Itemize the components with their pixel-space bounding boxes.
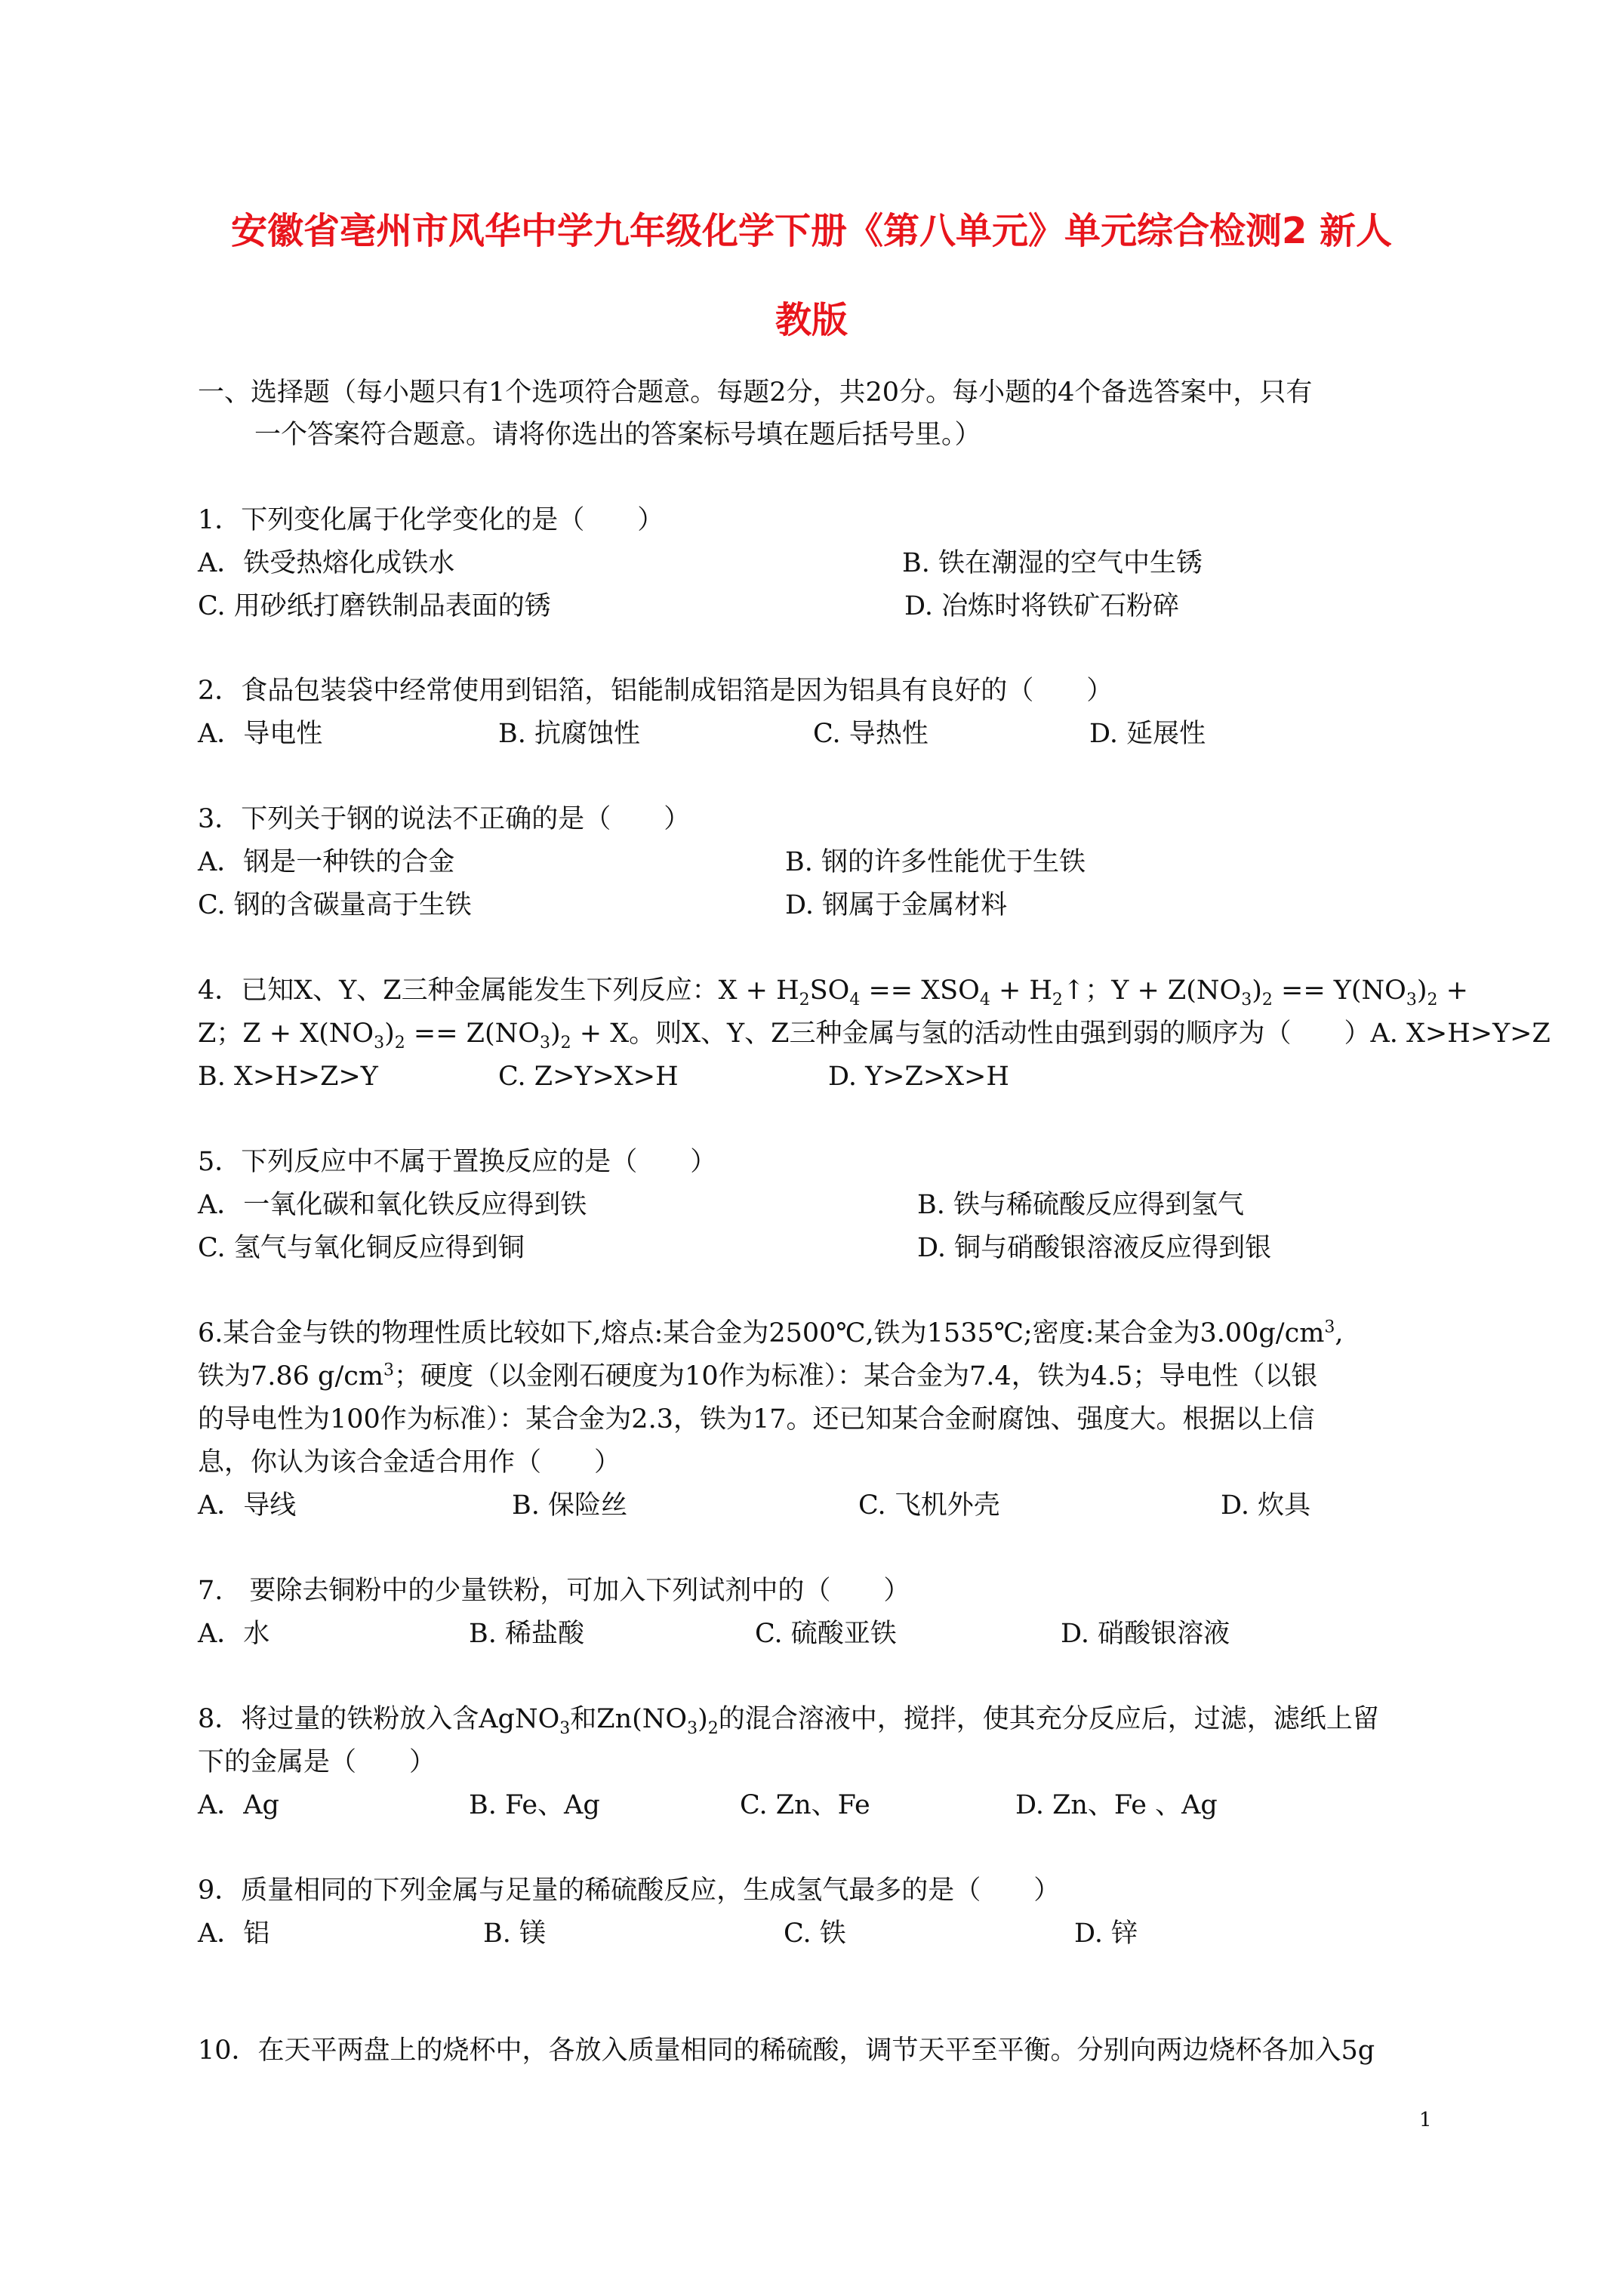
page-number: 1 (1419, 2109, 1432, 2131)
q3-option-c: C. 钢的含碳量高于生铁 (198, 890, 472, 920)
q6-option-b: B. 保险丝 (512, 1490, 627, 1521)
document-title-line1: 安徽省亳州市风华中学九年级化学下册《第八单元》单元综合检测2 新人 (230, 210, 1393, 252)
q1-option-d: D. 冶炼时将铁矿石粉碎 (904, 591, 1180, 621)
q2-stem: 2．食品包装袋中经常使用到铝箔，铝能制成铝箔是因为铝具有良好的（ ） (198, 676, 1113, 706)
q5-stem: 5．下列反应中不属于置换反应的是（ ） (198, 1147, 717, 1177)
q1-stem: 1．下列变化属于化学变化的是（ ） (198, 505, 664, 535)
q6-stem-line4: 息，你认为该合金适合用作（ ） (198, 1447, 621, 1478)
section-heading: 一、选择题（每小题只有1个选项符合题意。每题2分，共20分。每小题的4个备选答案中，只有 (198, 378, 1313, 408)
q4-option-c: C. Z>Y>X>H (498, 1062, 679, 1092)
q2-option-c: C. 导热性 (813, 719, 929, 749)
q6-stem-line3: 的导电性为100作为标准）：某合金为2.3，铁为17。还已知某合金耐腐蚀、强度大。根据以上信 (198, 1404, 1315, 1435)
q8-option-c: C. Zn、Fe (740, 1790, 870, 1820)
q4-option-d: D. Y>Z>X>H (828, 1062, 1009, 1092)
q8-stem-line2: 下的金属是（ ） (198, 1747, 436, 1777)
q7-option-b: B. 稀盐酸 (469, 1619, 584, 1649)
q6-option-d: D. 炊具 (1221, 1490, 1311, 1521)
q8-stem-line1: 8．将过量的铁粉放入含AgNO$_3$和$Zn(NO_3)_2$的混合溶液中，搅拌，使其充分反应后，过滤，滤纸上留 (198, 1704, 1379, 1738)
q7-option-c: C. 硫酸亚铁 (755, 1619, 897, 1649)
q4-stem-line1: 4．已知X、Y、Z三种金属能发生下列反应：$X + H_2SO_4 == XSO_4$ + $H_2↑$；$Y + Z(NO_3)_2 == Y(NO_3)_2$ + (198, 975, 1468, 1009)
q9-option-d: D. 锌 (1074, 1918, 1138, 1949)
q3-option-b: B. 钢的许多性能优于生铁 (785, 847, 1086, 877)
q8-option-d: D. Zn、Fe 、Ag (1015, 1790, 1218, 1820)
q6-stem-line1: 6.某合金与铁的物理性质比较如下,熔点:某合金为2500℃,铁为1535℃;密度:某合金为$3.00g/cm^3$, (198, 1318, 1344, 1348)
q7-stem: 7. 要除去铜粉中的少量铁粉，可加入下列试剂中的（ ） (198, 1576, 910, 1606)
q8-option-b: B. Fe、Ag (469, 1790, 600, 1820)
q1-option-a: A．铁受热熔化成铁水 (198, 548, 455, 578)
q7-option-a: A．水 (198, 1619, 270, 1649)
q9-option-b: B. 镁 (483, 1918, 546, 1949)
q6-option-c: C. 飞机外壳 (858, 1490, 1000, 1521)
q3-option-d: D. 钢属于金属材料 (785, 890, 1008, 920)
q4-option-b: B. X>H>Z>Y (198, 1062, 378, 1092)
q1-option-b: B. 铁在潮湿的空气中生锈 (902, 548, 1203, 578)
q2-option-b: B. 抗腐蚀性 (498, 719, 640, 749)
q9-stem: 9．质量相同的下列金属与足量的稀硫酸反应，生成氢气最多的是（ ） (198, 1875, 1061, 1906)
q6-stem-line2: 铁为7.86 $g/cm^3$；硬度（以金刚石硬度为10作为标准）：某合金为7.4，铁为4.5；导电性（以银 (198, 1361, 1318, 1391)
q3-option-a: A．钢是一种铁的合金 (198, 847, 455, 877)
q5-option-c: C. 氢气与氧化铜反应得到铜 (198, 1233, 525, 1263)
document-title-line2: 教版 (775, 299, 848, 341)
q7-option-d: D. 硝酸银溶液 (1061, 1619, 1230, 1649)
q9-option-a: A．铝 (198, 1918, 270, 1949)
q8-option-a: A．Ag (198, 1790, 279, 1820)
q9-option-c: C. 铁 (784, 1918, 846, 1949)
q2-option-a: A．导电性 (198, 719, 323, 749)
section-heading-cont: 一个答案符合题意。请将你选出的答案标号填在题后括号里。） (254, 420, 981, 450)
q2-option-d: D. 延展性 (1089, 719, 1206, 749)
q1-option-c: C. 用砂纸打磨铁制品表面的锈 (198, 591, 551, 621)
q5-option-d: D. 铜与硝酸银溶液反应得到银 (917, 1233, 1272, 1263)
q3-stem: 3．下列关于钢的说法不正确的是（ ） (198, 804, 691, 834)
q10-stem: 10．在天平两盘上的烧杯中，各放入质量相同的稀硫酸，调节天平至平衡。分别向两边烧杯各加入5g (198, 2036, 1375, 2066)
q4-stem-line2: Z；$Z + X(NO_3)_2 == Z(NO_3)_2 + X$。则X、Y、Z三种金属与氢的活动性由强到弱的顺序为（ ）A. X>H>Y>Z (198, 1019, 1551, 1052)
q5-option-a: A．一氧化碳和氧化铁反应得到铁 (198, 1190, 587, 1220)
q5-option-b: B. 铁与稀硫酸反应得到氢气 (917, 1190, 1244, 1220)
q6-option-a: A．导线 (198, 1490, 297, 1521)
